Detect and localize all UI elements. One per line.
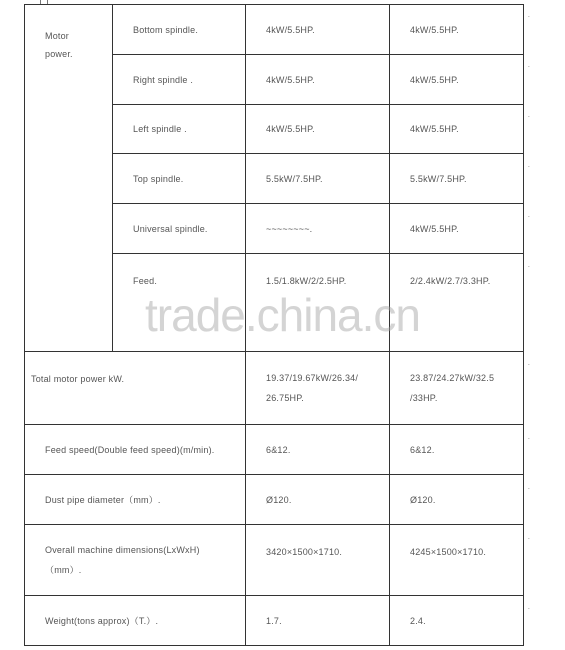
motor-power-label (25, 5, 113, 352)
table-row (25, 475, 524, 525)
row-end-mark: . (527, 482, 530, 491)
table-row (25, 352, 524, 425)
row-end-mark: . (527, 110, 530, 119)
value-cell: 4kW/5.5HP. (246, 105, 390, 154)
value-cell: 4kW/5.5HP. (390, 55, 524, 105)
spindle-name: Bottom spindle. (113, 5, 246, 55)
row-label: Weight(tons approx)（T.）. (25, 596, 246, 646)
row-end-mark: . (527, 532, 530, 541)
total-power-label: Total motor power kW. (25, 352, 246, 425)
value-line: 26.75HP. (266, 393, 304, 403)
row-end-mark: . (527, 602, 530, 611)
value-cell: 5.5kW/7.5HP. (390, 154, 524, 204)
value-cell: 2.4. (390, 596, 524, 646)
row-end-mark: . (527, 160, 530, 169)
value-cell: 6&12. (390, 425, 524, 475)
value-cell: 4kW/5.5HP. (390, 204, 524, 254)
value-line: 19.37/19.67kW/26.34/ (266, 373, 359, 383)
row-end-mark: . (527, 432, 530, 441)
spindle-name: Universal spindle. (113, 204, 246, 254)
row-label: Dust pipe diameter（mm）. (25, 475, 246, 525)
value-line: /33HP. (410, 393, 438, 403)
table-row (25, 525, 524, 596)
row-end-mark: . (527, 210, 530, 219)
table-row (25, 596, 524, 646)
row-end-mark: . (527, 358, 530, 367)
value-cell: 6&12. (246, 425, 390, 475)
value-cell: 4245×1500×1710. (390, 525, 524, 596)
value-cell: Ø120. (246, 475, 390, 525)
value-cell: 4kW/5.5HP. (246, 55, 390, 105)
value-cell: 5.5kW/7.5HP. (246, 154, 390, 204)
value-cell: 1.5/1.8kW/2/2.5HP. (246, 254, 390, 352)
value-cell (246, 352, 390, 425)
value-cell (390, 352, 524, 425)
row-label (25, 525, 246, 596)
value-cell: 4kW/5.5HP. (390, 105, 524, 154)
value-cell: Ø120. (390, 475, 524, 525)
value-cell: 1.7. (246, 596, 390, 646)
label-line: （mm）. (45, 565, 82, 575)
motor-label-line2: power. (45, 49, 73, 59)
label-line: Overall machine dimensions(LxWxH) (45, 545, 200, 555)
spindle-name: Top spindle. (113, 154, 246, 204)
row-end-mark: . (527, 10, 530, 19)
value-cell: 3420×1500×1710. (246, 525, 390, 596)
value-cell: 2/2.4kW/2.7/3.3HP. (390, 254, 524, 352)
value-cell: ~~~~~~~~. (246, 204, 390, 254)
motor-label-line1: Motor (45, 31, 70, 41)
row-end-mark: . (527, 260, 530, 269)
watermark: trade.china.cn (145, 289, 420, 341)
value-line: 23.87/24.27kW/32.5 (410, 373, 495, 383)
value-cell: 4kW/5.5HP. (390, 5, 524, 55)
table-row (25, 5, 524, 55)
row-end-mark: . (527, 60, 530, 69)
spindle-name: Right spindle . (113, 55, 246, 105)
spec-table (24, 4, 524, 646)
value-cell: 4kW/5.5HP. (246, 5, 390, 55)
spindle-name: Feed. (113, 254, 246, 352)
row-label: Feed speed(Double feed speed)(m/min). (25, 425, 246, 475)
table-row (25, 425, 524, 475)
spindle-name: Left spindle . (113, 105, 246, 154)
